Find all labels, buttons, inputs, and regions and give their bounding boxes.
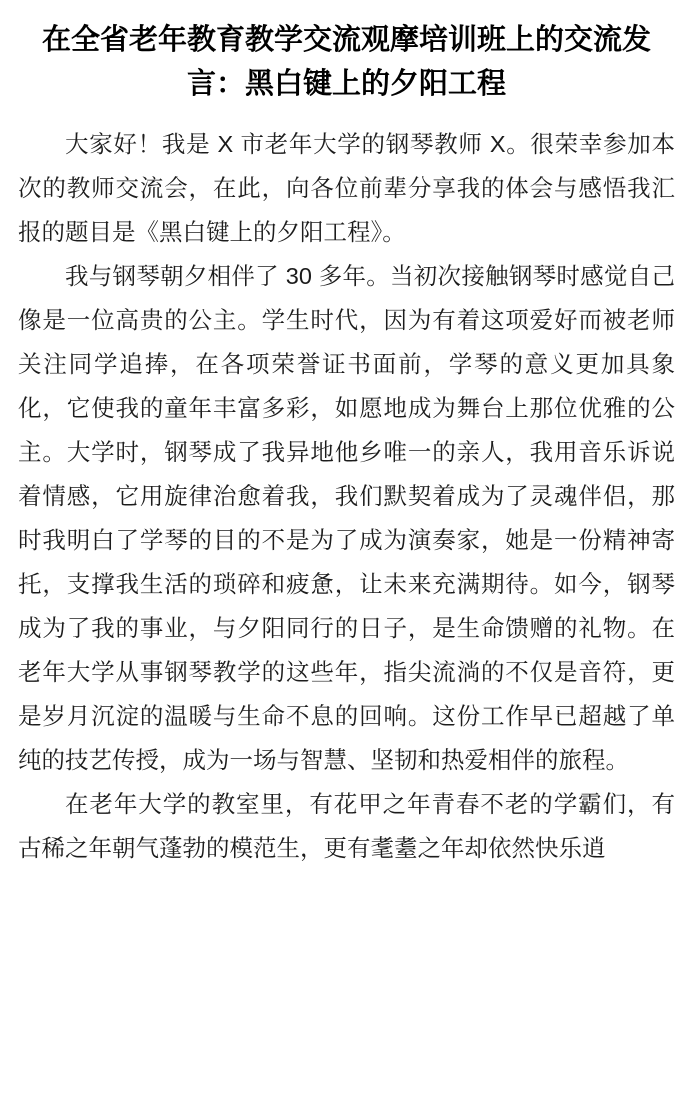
paragraph: 大家好！我是 X 市老年大学的钢琴教师 X。很荣幸参加本次的教师交流会，在此，向各位前辈分享我的体会与感悟我汇报的题目是《黑白键上的夕阳工程》。 [18,131,675,245]
paragraph: 我与钢琴朝夕相伴了 30 多年。当初次接触钢琴时感觉自己像是一位高贵的公主。学生时代，因为有着这项爱好而被老师关注同学追捧，在各项荣誉证书面前，学琴的意义更加具象化，它使我的童年丰富多彩，如愿地成为舞台上那位优雅的公主。大学时，钢琴成了我异地他乡唯一的亲人，我用音乐诉说着情感，它用旋律治愈着我，我们默契着成为了灵魂伴侣，那时我明白了学琴的目的不是为了成为演奏家，她是一份精神寄托，支撑我生活的琐碎和疲惫，让未来充满期待。如今，钢琴成为了我的事业，与夕阳同行的日子，是生命馈赠的礼物。在老年大学从事钢琴教学的这些年，指尖流淌的不仅是音符，更是岁月沉淀的温暖与生命不息的回响。这份工作早已超越了单纯的技艺传授，成为一场与智慧、坚韧和热爱相伴的旅程。 [18,263,675,773]
document-body [14,122,679,870]
paragraph: 在老年大学的教室里，有花甲之年青春不老的学霸们，有古稀之年朝气蓬勃的模范生，更有耄耋之年却依然快乐逍 [18,791,675,861]
page-title: 在全省老年教育教学交流观摩培训班上的交流发言：黑白键上的夕阳工程 [41,24,651,100]
